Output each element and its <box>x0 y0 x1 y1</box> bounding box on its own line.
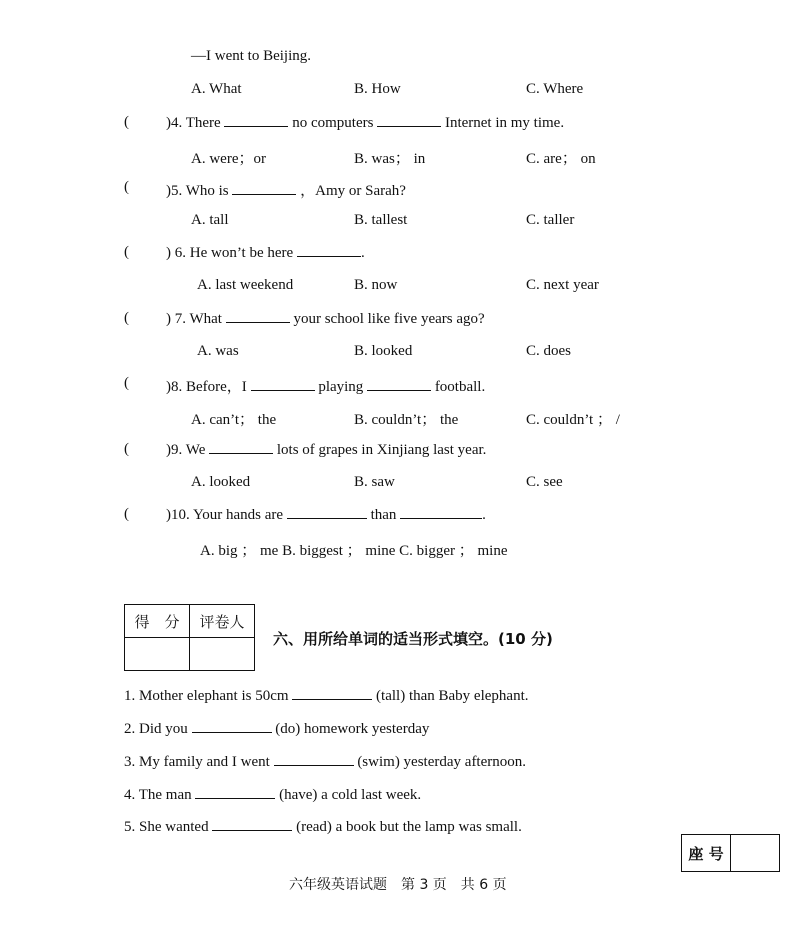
fill-1-hint: (tall) than Baby elephant. <box>376 688 529 704</box>
q9-option-a: A. looked <box>191 474 251 490</box>
q7-number: ) 7. <box>166 311 186 327</box>
q10-blank-2[interactable] <box>400 506 482 519</box>
fill-2-hint: (do) homework yesterday <box>275 721 430 737</box>
q6-blank[interactable] <box>297 244 361 257</box>
q7-option-a: A. was <box>197 343 239 359</box>
fill-3-hint: (swim) yesterday afternoon. <box>357 754 527 770</box>
q5-text-a: Who is <box>185 183 229 199</box>
q9-option-c: C. see <box>526 474 563 490</box>
question-8 <box>166 375 485 396</box>
q7-option-c: C. does <box>526 343 571 359</box>
fill-5-blank[interactable] <box>212 818 292 831</box>
seat-label: 座 号 <box>682 835 731 872</box>
score-header: 得 分 <box>125 605 190 638</box>
fill-3-blank[interactable] <box>274 753 354 766</box>
question-5 <box>166 179 406 200</box>
fill-5-text: 5. She wanted <box>124 819 209 835</box>
q9-paren-open: ( <box>124 441 129 457</box>
q4-blank-2[interactable] <box>377 114 441 127</box>
q4-number: )4. <box>166 115 183 131</box>
question-9 <box>166 441 486 459</box>
fill-4-hint: (have) a cold last week. <box>279 787 422 803</box>
grader-header: 评卷人 <box>190 605 255 638</box>
q8-text-c: football. <box>434 379 486 395</box>
section-6-title: 六、用所给单词的适当形式填空。(10 分) <box>273 630 553 648</box>
q8-option-a: A. can’t； the <box>191 412 277 428</box>
q4-text-b: no computers <box>292 115 374 131</box>
fill-item-1 <box>124 687 529 705</box>
q9-number: )9. <box>166 442 183 458</box>
q5-option-c: C. taller <box>526 212 575 228</box>
q6-option-c: C. next year <box>526 277 599 293</box>
fill-item-5 <box>124 818 522 836</box>
question-4 <box>166 114 564 132</box>
fill-1-text: 1. Mother elephant is 50cm <box>124 688 289 704</box>
q6-paren-open: ( <box>124 244 129 260</box>
q4-blank-1[interactable] <box>224 114 288 127</box>
q7-text-a: What <box>189 311 222 327</box>
q3-option-c: C. Where <box>526 81 584 97</box>
q4-option-a: A. were；or <box>191 151 266 167</box>
q7-paren-open: ( <box>124 310 129 326</box>
question-7 <box>166 310 485 328</box>
score-cell[interactable] <box>125 638 190 671</box>
fill-4-text: 4. The man <box>124 787 192 803</box>
q8-text-a: Before，I <box>186 379 247 395</box>
q4-text-c: Internet in my time. <box>444 115 565 131</box>
fill-1-blank[interactable] <box>292 687 372 700</box>
q10-text-a: Your hands are <box>192 507 284 523</box>
q9-blank[interactable] <box>209 441 273 454</box>
page-footer: 六年级英语试题 第 3 页 共 6 页 <box>289 877 507 893</box>
q5-option-b: B. tallest <box>354 212 408 228</box>
q4-text-a: There <box>185 115 221 131</box>
q3-option-b: B. How <box>354 81 401 97</box>
q8-option-b: B. couldn’t； the <box>354 412 459 428</box>
q5-text-b: ，Amy or Sarah? <box>300 183 406 199</box>
q7-text-b: your school like five years ago? <box>293 311 485 327</box>
q9-text-a: We <box>185 442 206 458</box>
grader-cell[interactable] <box>190 638 255 671</box>
q8-paren-open: ( <box>124 375 129 391</box>
q10-blank-1[interactable] <box>287 506 367 519</box>
fill-item-4 <box>124 786 421 804</box>
q8-blank-1[interactable] <box>251 378 315 391</box>
q8-option-c: C. couldn’t ； / <box>526 412 620 428</box>
q4-option-b: B. was； in <box>354 151 426 167</box>
q5-number: )5. <box>166 183 183 199</box>
q10-paren-open: ( <box>124 506 129 522</box>
q4-option-c: C. are； on <box>526 151 596 167</box>
q6-number: ) 6. <box>166 245 186 261</box>
seat-number-box <box>681 834 780 872</box>
seat-number-cell[interactable] <box>731 835 780 872</box>
q10-text-c: . <box>482 507 486 523</box>
q8-number: )8. <box>166 379 183 395</box>
fill-2-text: 2. Did you <box>124 721 188 737</box>
q10-options: A. big ； me B. biggest ； mine C. bigger ； mine <box>200 543 508 559</box>
q8-blank-2[interactable] <box>367 378 431 391</box>
q6-text-a: He won’t be here <box>189 245 294 261</box>
q6-text-b: . <box>360 245 365 261</box>
q7-blank[interactable] <box>226 310 290 323</box>
q8-text-b: playing <box>318 379 364 395</box>
q9-text-b: lots of grapes in Xinjiang last year. <box>276 442 487 458</box>
q4-paren-open: ( <box>124 114 129 130</box>
q7-option-b: B. looked <box>354 343 413 359</box>
q6-option-b: B. now <box>354 277 398 293</box>
q6-option-a: A. last weekend <box>197 277 294 293</box>
q3-option-a: A. What <box>191 81 242 97</box>
fill-2-blank[interactable] <box>192 720 272 733</box>
question-6 <box>166 244 365 262</box>
q5-option-a: A. tall <box>191 212 229 228</box>
fill-3-text: 3. My family and I went <box>124 754 270 770</box>
question-10 <box>166 506 486 524</box>
q5-paren-open: ( <box>124 179 129 195</box>
q3-answer-line: —I went to Beijing. <box>191 48 311 64</box>
fill-5-hint: (read) a book but the lamp was small. <box>296 819 522 835</box>
q10-number: )10. <box>166 507 190 523</box>
q5-blank[interactable] <box>232 182 296 195</box>
fill-item-3 <box>124 753 526 771</box>
q9-option-b: B. saw <box>354 474 395 490</box>
fill-4-blank[interactable] <box>195 786 275 799</box>
score-table <box>124 604 255 671</box>
q10-text-b: than <box>370 507 397 523</box>
fill-item-2 <box>124 720 429 738</box>
